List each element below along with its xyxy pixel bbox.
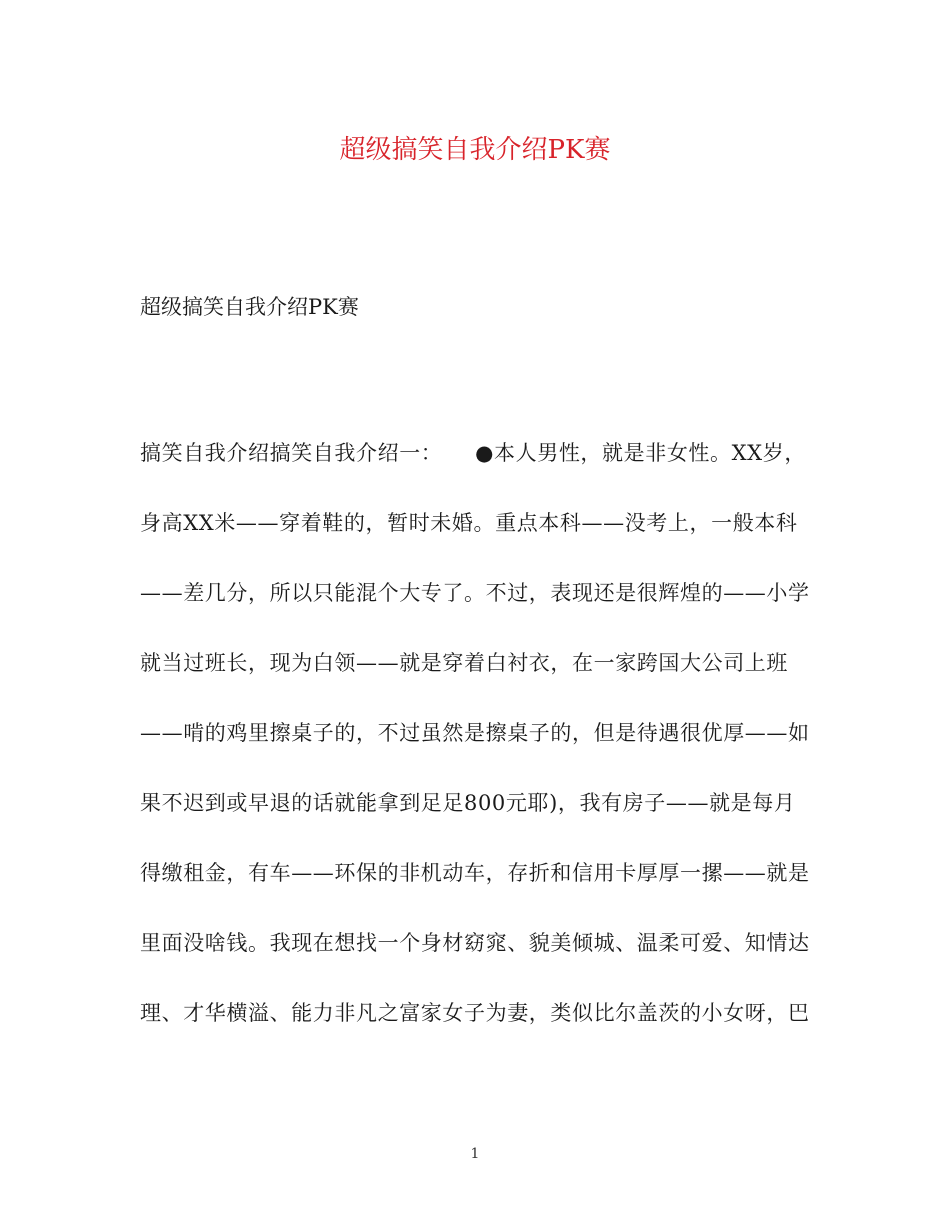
- body-text: [140, 438, 820, 1068]
- page-number: 1: [470, 1146, 480, 1162]
- body-line: ——啃的鸡里擦桌子的，不过虽然是擦桌子的，但是待遇很优厚——如: [140, 721, 810, 745]
- body-line: 得缴租金，有车——环保的非机动车，存折和信用卡厚厚一摞——就是: [140, 861, 810, 885]
- body-line: 果不迟到或早退的话就能拿到足足800元耶)，我有房子——就是每月: [140, 791, 796, 815]
- body-line: 理、才华横溢、能力非凡之富家女子为妻，类似比尔盖茨的小女呀，巴: [140, 1001, 810, 1025]
- body-line: 身高XX米——穿着鞋的，暂时未婚。重点本科——没考上，一般本科: [140, 511, 798, 535]
- document-subtitle: 超级搞笑自我介绍PK赛: [140, 295, 359, 319]
- body-line: 搞笑自我介绍搞笑自我介绍一： ●本人男性，就是非女性。XX岁，: [140, 441, 806, 465]
- body-line: ——差几分，所以只能混个大专了。不过，表现还是很辉煌的——小学: [140, 581, 810, 605]
- body-line: 里面没啥钱。我现在想找一个身材窈窕、貌美倾城、温柔可爱、知情达: [140, 931, 810, 955]
- document-title: 超级搞笑自我介绍PK赛: [339, 135, 611, 165]
- body-line: 就当过班长，现为白领——就是穿着白衬衣，在一家跨国大公司上班: [140, 651, 788, 675]
